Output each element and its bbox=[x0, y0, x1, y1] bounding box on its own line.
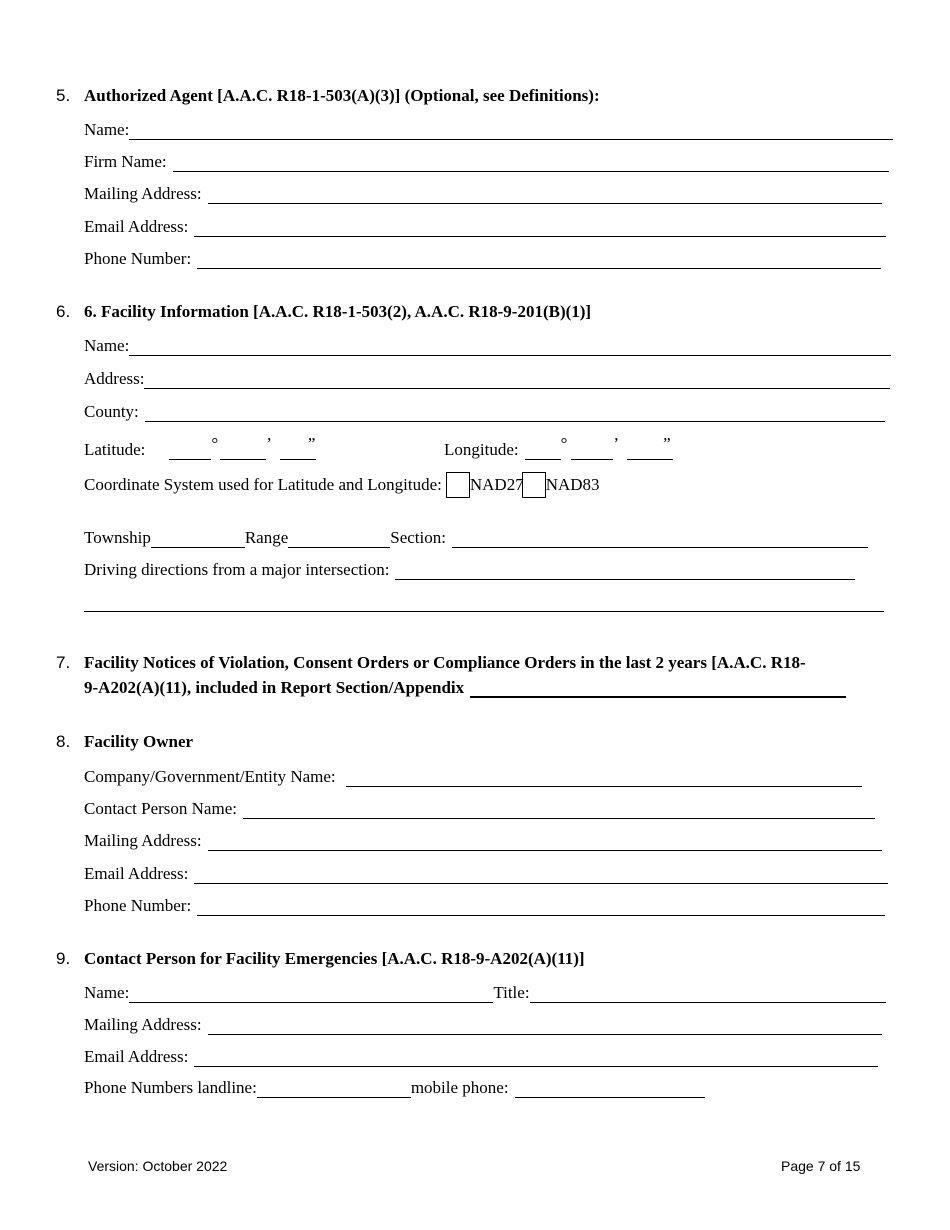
second-symbol: ” bbox=[663, 434, 671, 453]
agent-mailing-field[interactable] bbox=[208, 183, 882, 204]
emergency-mailing-row bbox=[84, 1011, 882, 1035]
section-6-number: 6. bbox=[56, 302, 71, 321]
owner-contact-label: Contact Person Name: bbox=[84, 799, 237, 818]
emergency-mailing-field[interactable] bbox=[208, 1014, 882, 1035]
degree-symbol: ° bbox=[560, 434, 568, 453]
report-section-field[interactable] bbox=[470, 676, 846, 698]
agent-firm-row bbox=[84, 148, 889, 172]
section-7-heading-line2: 9-A202(A)(11), included in Report Section/Appendix bbox=[84, 678, 465, 697]
facility-address-label: Address: bbox=[84, 369, 145, 388]
facility-county-row bbox=[84, 398, 885, 422]
directions-row-2 bbox=[84, 588, 884, 612]
emergency-title-field[interactable] bbox=[530, 982, 886, 1003]
longitude-minutes-field[interactable] bbox=[571, 439, 613, 460]
footer-version: Version: October 2022 bbox=[88, 1158, 228, 1174]
owner-email-field[interactable] bbox=[194, 863, 888, 884]
longitude-row bbox=[444, 436, 671, 460]
emergency-name-row bbox=[84, 979, 886, 1003]
section-7-number: 7. bbox=[56, 653, 71, 672]
owner-phone-field[interactable] bbox=[197, 895, 885, 916]
footer-page-number: Page 7 of 15 bbox=[781, 1158, 861, 1174]
section-label: Section: bbox=[390, 528, 446, 547]
township-row bbox=[84, 524, 868, 548]
agent-email-row bbox=[84, 213, 886, 237]
section-5-heading: Authorized Agent [A.A.C. R18-1-503(A)(3)] (Optional, see Definitions): bbox=[84, 86, 600, 105]
coordinate-system-label: Coordinate System used for Latitude and Longitude: bbox=[84, 475, 442, 494]
nad83-checkbox[interactable] bbox=[522, 472, 546, 498]
directions-label: Driving directions from a major intersection: bbox=[84, 560, 390, 579]
second-symbol: ” bbox=[307, 434, 316, 453]
nad83-label: NAD83 bbox=[545, 475, 600, 494]
facility-county-label: County: bbox=[84, 402, 139, 421]
owner-mailing-row bbox=[84, 827, 882, 851]
landline-label: Phone Numbers landline: bbox=[84, 1078, 257, 1097]
range-field[interactable] bbox=[288, 527, 390, 548]
township-field[interactable] bbox=[151, 527, 245, 548]
facility-county-field[interactable] bbox=[145, 401, 885, 422]
facility-address-field[interactable] bbox=[144, 368, 890, 389]
owner-phone-label: Phone Number: bbox=[84, 896, 192, 915]
range-label: Range bbox=[244, 528, 289, 547]
emergency-name-label: Name: bbox=[84, 983, 130, 1002]
owner-mailing-field[interactable] bbox=[208, 830, 882, 851]
landline-field[interactable] bbox=[257, 1077, 411, 1098]
emergency-email-field[interactable] bbox=[194, 1046, 878, 1067]
emergency-title-label: Title: bbox=[493, 983, 530, 1002]
agent-phone-field[interactable] bbox=[197, 248, 881, 269]
section-6-heading: 6. Facility Information [A.A.C. R18-1-503(2), A.A.C. R18-9-201(B)(1)] bbox=[84, 302, 592, 321]
owner-phone-row bbox=[84, 892, 885, 916]
agent-mailing-label: Mailing Address: bbox=[84, 184, 202, 203]
longitude-degrees-field[interactable] bbox=[525, 439, 561, 460]
coordinate-system-row bbox=[84, 468, 600, 498]
mobile-field[interactable] bbox=[515, 1077, 705, 1098]
minute-symbol: ’ bbox=[613, 434, 620, 453]
facility-name-label: Name: bbox=[84, 336, 130, 355]
latitude-degrees-field[interactable] bbox=[169, 439, 211, 460]
agent-firm-label: Firm Name: bbox=[84, 152, 167, 171]
mobile-label: mobile phone: bbox=[410, 1078, 509, 1097]
agent-phone-row bbox=[84, 245, 881, 269]
latitude-label: Latitude: bbox=[84, 440, 146, 459]
owner-company-row bbox=[84, 763, 862, 787]
agent-email-field[interactable] bbox=[194, 216, 886, 237]
owner-mailing-label: Mailing Address: bbox=[84, 831, 202, 850]
nad27-label: NAD27 bbox=[469, 475, 524, 494]
section-8-heading: Facility Owner bbox=[84, 732, 194, 751]
owner-company-label: Company/Government/Entity Name: bbox=[84, 767, 336, 786]
owner-contact-field[interactable] bbox=[243, 798, 875, 819]
emergency-email-label: Email Address: bbox=[84, 1047, 189, 1066]
agent-name-field[interactable] bbox=[129, 119, 893, 140]
section-5-number: 5. bbox=[56, 86, 71, 105]
agent-phone-label: Phone Number: bbox=[84, 249, 192, 268]
emergency-name-field[interactable] bbox=[129, 982, 493, 1003]
section-7-heading-line1: Facility Notices of Violation, Consent Orders or Compliance Orders in the last 2 years [A.A.C. R18- bbox=[84, 653, 806, 672]
facility-name-row bbox=[84, 332, 891, 356]
owner-email-row bbox=[84, 860, 888, 884]
latitude-row bbox=[84, 436, 315, 460]
section-9-number: 9. bbox=[56, 949, 71, 968]
section-9-heading: Contact Person for Facility Emergencies [A.A.C. R18-9-A202(A)(11)] bbox=[84, 949, 585, 968]
facility-name-field[interactable] bbox=[129, 335, 891, 356]
directions-field-continued[interactable] bbox=[84, 591, 884, 612]
agent-firm-field[interactable] bbox=[173, 151, 889, 172]
emergency-mailing-label: Mailing Address: bbox=[84, 1015, 202, 1034]
section-field[interactable] bbox=[452, 527, 868, 548]
directions-row bbox=[84, 556, 855, 580]
section-7-heading-row2 bbox=[84, 674, 846, 698]
facility-address-row bbox=[84, 365, 890, 389]
longitude-label: Longitude: bbox=[444, 440, 519, 459]
directions-field[interactable] bbox=[395, 559, 855, 580]
owner-email-label: Email Address: bbox=[84, 864, 189, 883]
nad27-checkbox[interactable] bbox=[446, 472, 470, 498]
degree-symbol: ° bbox=[211, 434, 219, 453]
emergency-phone-row bbox=[84, 1074, 705, 1098]
agent-name-row bbox=[84, 116, 893, 140]
latitude-minutes-field[interactable] bbox=[220, 439, 266, 460]
emergency-email-row bbox=[84, 1043, 878, 1067]
township-label: Township bbox=[84, 528, 151, 547]
section-8-number: 8. bbox=[56, 732, 71, 751]
owner-company-field[interactable] bbox=[346, 766, 862, 787]
agent-name-label: Name: bbox=[84, 120, 130, 139]
agent-email-label: Email Address: bbox=[84, 217, 189, 236]
minute-symbol: ’ bbox=[266, 434, 272, 453]
owner-contact-row bbox=[84, 795, 875, 819]
agent-mailing-row bbox=[84, 180, 882, 204]
